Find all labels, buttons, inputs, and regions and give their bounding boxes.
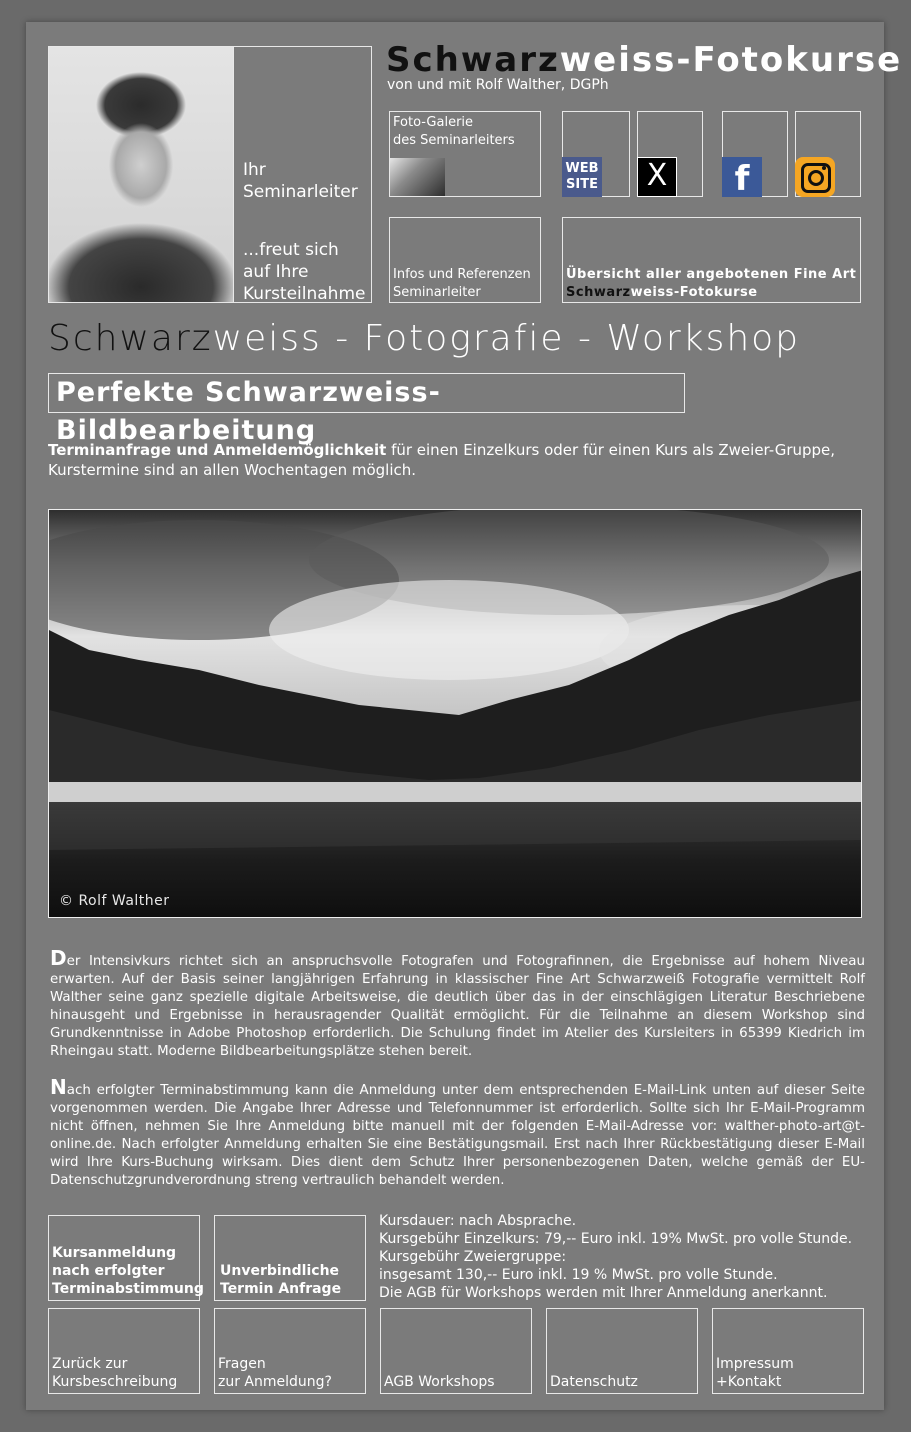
instagram-link[interactable] (795, 111, 861, 197)
registration-label: Kursanmeldung nach erfolgter Terminabstimmung (52, 1245, 204, 1297)
inquiry-button[interactable] (214, 1215, 366, 1301)
website-icon: WEB SITE (562, 157, 602, 197)
facebook-icon: f (722, 157, 762, 197)
page-card (26, 22, 903, 1410)
agb-label: AGB Workshops (384, 1374, 495, 1390)
registration-button[interactable] (48, 1215, 204, 1301)
registration-info: Nach erfolgter Terminabstimmung kann die Anmeldung unter dem entsprechenden E-Mail-Link unten auf dieser Seite vorgenommen werden. Die Angabe Ihrer Adresse und Telefonnummer ist erforderlich. Sollte sich Ihr E-Mail-Programm nicht öffnen, nehmen Sie Ihre Anmeldung bitte manuell mit der folgenden E-Mail-Adresse vor: walther-photo-art@t-online.de. Nach erfolgter Anmeldung erhalten Sie eine Bestätigungsmail. Erst nach Ihrer Rückbestätigung dieser E-Mail wird Ihre Kurs-Buchung wirksam. Dies dient dem Schutz Ihrer personenbezogenen Daten, welche gemäß der EU-Datenschutzgrundverordnung streng vertraulich behandelt werden. (50, 1075, 865, 1188)
facebook-link[interactable] (722, 111, 788, 197)
gallery-thumbnail (390, 158, 445, 196)
course-overview-link[interactable] (562, 217, 861, 303)
imprint-label: Impressum +Kontakt (716, 1356, 794, 1390)
site-title: Schwarzweiss-Fotokurse (386, 40, 903, 80)
instagram-icon (795, 157, 835, 197)
gallery-label: Foto-Galerie des Seminarleiters (393, 115, 515, 148)
website-link[interactable] (562, 111, 630, 197)
infos-link[interactable] (389, 217, 541, 303)
landscape-illustration (49, 510, 862, 918)
photo-credit: © Rolf Walther (59, 893, 170, 909)
course-overview-label: Übersicht aller angebotenen Fine Art Schwarzweiss-Fotokurse (566, 267, 857, 300)
workshop-subtitle: Perfekte Schwarzweiss-Bildbearbeitung (48, 373, 685, 413)
course-fees: Kursdauer: nach Absprache. Kursgebühr Einzelkurs: 79,-- Euro inkl. 19% MwSt. pro volle Stunde. Kursgebühr Zweiergruppe: insgesamt 130,-- Euro inkl. 19 % MwSt. pro volle Stunde. Die AGB für Workshops werden mit Ihrer Anmeldung anerkannt. (379, 1213, 853, 1301)
infos-label: Infos und Referenzen Seminarleiter (393, 267, 531, 300)
agb-link[interactable] (380, 1308, 532, 1394)
site-subtitle: von und mit Rolf Walther, DGPh (387, 77, 609, 93)
privacy-label: Datenschutz (550, 1374, 638, 1390)
intro-text: Terminanfrage und Anmeldemöglichkeit für einen Einzelkurs oder für einen Kurs als Zweier-Gruppe, Kurstermine sind an allen Wochentagen möglich. (48, 441, 836, 479)
imprint-link[interactable] (712, 1308, 864, 1394)
course-description: Der Intensivkurs richtet sich an anspruchsvolle Fotografen und Fotografinnen, die Ergebnisse auf hohem Niveau erwarten. Auf der Basis seiner langjährigen Erfahrung in klassischer Fine Art Schwarzweiß Fotografie vermittelt Rolf Walther seine ganz spezielle digitale Arbeitsweise, die deutlich über das in der einschlägigen Literatur Beschriebene hinausgeht und Ergebnisse in herausragender Qualität ermöglicht. Für die Teilnahme an diesem Workshop sind Grundkenntnisse in Adobe Photoshop erforderlich. Die Schulung findet im Atelier des Kursleiters in 65399 Kiedrich im Rheingau statt. Moderne Bildbearbeitungsplätze stehen bereit. (50, 946, 865, 1059)
seminar-leader-portrait (49, 47, 234, 302)
inquiry-label: Unverbindliche Termin Anfrage (220, 1263, 342, 1297)
questions-link[interactable] (214, 1308, 366, 1394)
back-label: Zurück zur Kursbeschreibung (52, 1356, 178, 1390)
seminar-greeting: ...freut sich auf Ihre Kursteilnahme (243, 240, 366, 304)
x-icon: X (637, 157, 677, 197)
x-link[interactable] (637, 111, 703, 197)
seminar-leader-panel (48, 46, 372, 303)
privacy-link[interactable] (546, 1308, 698, 1394)
gallery-link[interactable] (389, 111, 541, 197)
page-title: Schwarzweiss - Fotografie - Workshop (48, 318, 801, 359)
back-to-description-link[interactable] (48, 1308, 200, 1394)
landscape-photo (48, 509, 862, 918)
questions-label: Fragen zur Anmeldung? (218, 1356, 332, 1390)
seminar-leader-label: Ihr Seminarleiter (243, 160, 358, 202)
